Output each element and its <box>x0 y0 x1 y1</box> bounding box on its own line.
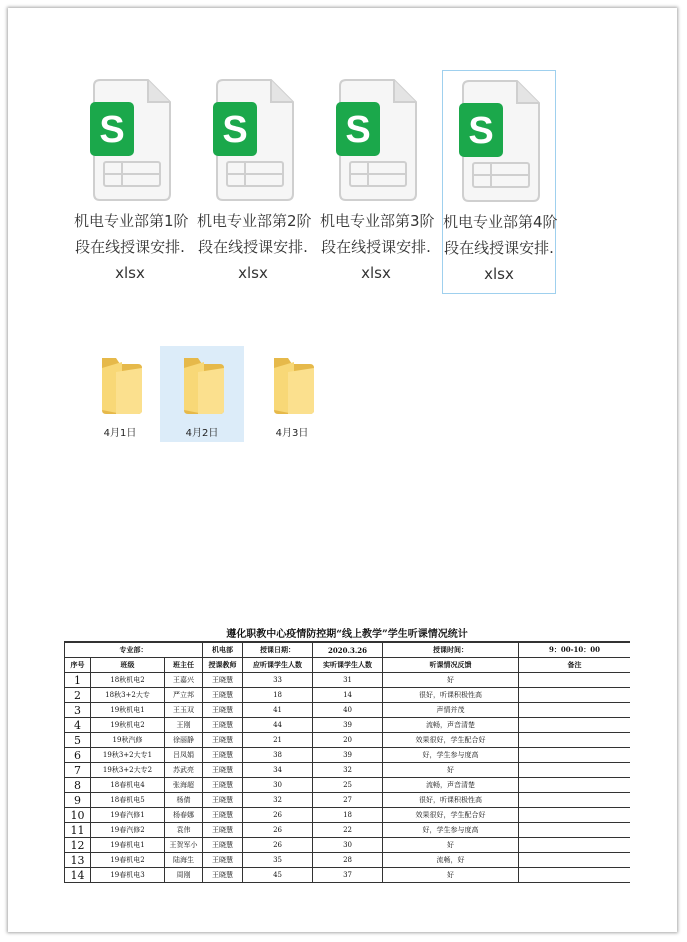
table-cell: 25 <box>313 778 383 793</box>
table-cell: 8 <box>65 778 91 793</box>
table-cell: 好 <box>383 673 519 688</box>
table-cell: 王晓慧 <box>203 718 243 733</box>
table-cell: 38 <box>243 748 313 763</box>
table-cell: 19秋机电1 <box>91 703 165 718</box>
table-row <box>65 838 631 853</box>
file-item[interactable] <box>442 70 556 294</box>
table-row <box>65 673 631 688</box>
table-cell <box>519 778 630 793</box>
table-cell: 王晓慧 <box>203 748 243 763</box>
folder-item[interactable] <box>160 346 244 442</box>
table-cell: 王晓慧 <box>203 763 243 778</box>
table-cell: 王刚 <box>165 718 203 733</box>
table-cell <box>519 853 630 868</box>
table-cell: 10 <box>65 808 91 823</box>
table-cell: 杨春娜 <box>165 808 203 823</box>
svg-text:S: S <box>99 109 125 151</box>
folder-icon <box>180 354 226 416</box>
table-cell: 22 <box>313 823 383 838</box>
time-value: 9：00-10：00 <box>519 643 630 658</box>
col-header: 备注 <box>519 658 630 673</box>
table-cell: 好，学生参与度高 <box>383 823 519 838</box>
col-header: 应听课学生人数 <box>243 658 313 673</box>
table-row <box>65 763 631 778</box>
table-cell <box>519 793 630 808</box>
svg-text:S: S <box>345 109 371 151</box>
folder-item[interactable] <box>78 346 162 442</box>
file-name: 机电专业部第1阶 段在线授课安排. xlsx <box>74 212 189 282</box>
table-cell: 王晓慧 <box>203 868 243 883</box>
table-cell: 14 <box>313 688 383 703</box>
table-cell: 40 <box>313 703 383 718</box>
table-cell: 32 <box>243 793 313 808</box>
table-cell: 26 <box>243 823 313 838</box>
table-cell: 效果很好，学生配合好 <box>383 808 519 823</box>
table-row <box>65 703 631 718</box>
table-cell: 张海超 <box>165 778 203 793</box>
table-cell: 王贺军小 <box>165 838 203 853</box>
attendance-table <box>64 642 630 883</box>
table-cell: 44 <box>243 718 313 733</box>
table-cell: 苏武亮 <box>165 763 203 778</box>
table-cell: 26 <box>243 838 313 853</box>
table-cell: 6 <box>65 748 91 763</box>
table-cell: 28 <box>313 853 383 868</box>
table-cell: 19秋3+2大专1 <box>91 748 165 763</box>
table-cell: 王晓慧 <box>203 838 243 853</box>
folder-item[interactable] <box>250 346 334 442</box>
col-header: 授课教师 <box>203 658 243 673</box>
time-label: 授课时间： <box>383 643 519 658</box>
table-cell: 声情并茂 <box>383 703 519 718</box>
folder-icon <box>98 354 144 416</box>
attendance-sheet <box>64 628 630 886</box>
table-cell: 2 <box>65 688 91 703</box>
table-cell: 19春机电2 <box>91 853 165 868</box>
table-cell: 27 <box>313 793 383 808</box>
table-cell: 34 <box>243 763 313 778</box>
table-cell: 王晓慧 <box>203 778 243 793</box>
file-name: 机电专业部第3阶 段在线授课安排. xlsx <box>320 212 435 282</box>
table-cell: 流畅，声音清楚 <box>383 778 519 793</box>
table-cell: 王晓慧 <box>203 703 243 718</box>
table-row <box>65 808 631 823</box>
table-cell: 王晓慧 <box>203 793 243 808</box>
table-cell: 19春机电3 <box>91 868 165 883</box>
folder-icon <box>270 354 316 416</box>
dept-value: 机电部 <box>203 643 243 658</box>
date-label: 授课日期： <box>243 643 313 658</box>
table-row <box>65 778 631 793</box>
spreadsheet-icon <box>459 79 543 203</box>
table-cell: 徐丽静 <box>165 733 203 748</box>
file-item[interactable] <box>197 70 312 292</box>
table-cell: 18秋机电2 <box>91 673 165 688</box>
table-cell: 12 <box>65 838 91 853</box>
table-cell: 35 <box>243 853 313 868</box>
table-cell: 32 <box>313 763 383 778</box>
table-cell: 9 <box>65 793 91 808</box>
file-name: 机电专业部第4阶 段在线授课安排. xlsx <box>443 213 558 283</box>
table-cell: 37 <box>313 868 383 883</box>
table-cell: 19秋机电2 <box>91 718 165 733</box>
table-cell: 18 <box>243 688 313 703</box>
table-cell: 4 <box>65 718 91 733</box>
table-cell: 45 <box>243 868 313 883</box>
file-item[interactable] <box>74 70 189 292</box>
table-cell: 21 <box>243 733 313 748</box>
table-cell <box>519 748 630 763</box>
table-cell: 流畅，好 <box>383 853 519 868</box>
table-cell: 33 <box>243 673 313 688</box>
table-row <box>65 748 631 763</box>
table-cell <box>519 733 630 748</box>
table-cell: 袁伟 <box>165 823 203 838</box>
table-cell <box>519 868 630 883</box>
document-page <box>8 8 677 932</box>
folder-label: 4月2日 <box>185 428 219 439</box>
table-cell: 41 <box>243 703 313 718</box>
table-cell: 流畅，声音清楚 <box>383 718 519 733</box>
table-cell <box>519 673 630 688</box>
table-cell: 19春汽修1 <box>91 808 165 823</box>
table-cell: 26 <box>243 808 313 823</box>
table-cell: 31 <box>313 673 383 688</box>
table-cell: 王晓慧 <box>203 853 243 868</box>
table-cell: 王晓慧 <box>203 673 243 688</box>
col-header: 班主任 <box>165 658 203 673</box>
table-cell <box>519 823 630 838</box>
folder-label: 4月1日 <box>103 428 137 439</box>
date-value: 2020.3.26 <box>313 643 383 658</box>
table-cell: 效果很好，学生配合好 <box>383 733 519 748</box>
table-cell: 王晓慧 <box>203 823 243 838</box>
table-cell: 王嘉兴 <box>165 673 203 688</box>
table-cell <box>519 808 630 823</box>
table-cell: 14 <box>65 868 91 883</box>
table-row <box>65 823 631 838</box>
table-cell <box>519 688 630 703</box>
table-cell <box>519 838 630 853</box>
folder-label: 4月3日 <box>275 428 309 439</box>
table-cell <box>519 703 630 718</box>
table-cell: 20 <box>313 733 383 748</box>
table-cell: 很好，听课积极性高 <box>383 793 519 808</box>
table-cell: 王晓慧 <box>203 688 243 703</box>
file-item[interactable] <box>320 70 435 292</box>
table-cell: 13 <box>65 853 91 868</box>
meta-row <box>65 643 631 658</box>
table-cell: 好 <box>383 838 519 853</box>
table-row <box>65 853 631 868</box>
table-cell: 1 <box>65 673 91 688</box>
svg-text:S: S <box>222 109 248 151</box>
table-cell: 陆海生 <box>165 853 203 868</box>
table-cell: 18 <box>313 808 383 823</box>
table-cell: 3 <box>65 703 91 718</box>
table-cell: 5 <box>65 733 91 748</box>
table-cell: 王晓慧 <box>203 808 243 823</box>
table-row <box>65 733 631 748</box>
table-cell: 18春机电4 <box>91 778 165 793</box>
file-name: 机电专业部第2阶 段在线授课安排. xlsx <box>197 212 312 282</box>
spreadsheet-icon <box>90 78 174 202</box>
table-cell: 杨倩 <box>165 793 203 808</box>
dept-label: 专业部： <box>65 643 203 658</box>
table-cell: 7 <box>65 763 91 778</box>
table-cell: 30 <box>313 838 383 853</box>
table-cell <box>519 763 630 778</box>
table-row <box>65 688 631 703</box>
table-cell: 30 <box>243 778 313 793</box>
table-cell: 19春汽修2 <box>91 823 165 838</box>
table-cell: 很好，听课积极性高 <box>383 688 519 703</box>
table-cell: 王玉双 <box>165 703 203 718</box>
sheet-title: 遵化职教中心疫情防控期“线上教学”学生听课情况统计 <box>64 628 630 642</box>
table-row <box>65 793 631 808</box>
table-cell: 19秋汽修 <box>91 733 165 748</box>
svg-text:S: S <box>468 110 494 152</box>
table-cell: 19春机电1 <box>91 838 165 853</box>
table-cell: 周刚 <box>165 868 203 883</box>
table-cell: 严立邦 <box>165 688 203 703</box>
table-cell: 好 <box>383 763 519 778</box>
table-cell: 王晓慧 <box>203 733 243 748</box>
table-cell: 19秋3+2大专2 <box>91 763 165 778</box>
spreadsheet-icon <box>336 78 420 202</box>
col-header: 序号 <box>65 658 91 673</box>
table-cell: 好 <box>383 868 519 883</box>
table-cell: 好，学生参与度高 <box>383 748 519 763</box>
col-header: 听课情况反馈 <box>383 658 519 673</box>
table-cell: 11 <box>65 823 91 838</box>
col-header: 班级 <box>91 658 165 673</box>
table-cell: 吕凤娟 <box>165 748 203 763</box>
table-cell: 39 <box>313 718 383 733</box>
col-header: 实听课学生人数 <box>313 658 383 673</box>
table-row <box>65 868 631 883</box>
table-row <box>65 718 631 733</box>
table-cell: 39 <box>313 748 383 763</box>
header-row <box>65 658 631 673</box>
spreadsheet-icon <box>213 78 297 202</box>
table-cell: 18春机电5 <box>91 793 165 808</box>
table-cell <box>519 718 630 733</box>
table-cell: 18秋3+2大专 <box>91 688 165 703</box>
